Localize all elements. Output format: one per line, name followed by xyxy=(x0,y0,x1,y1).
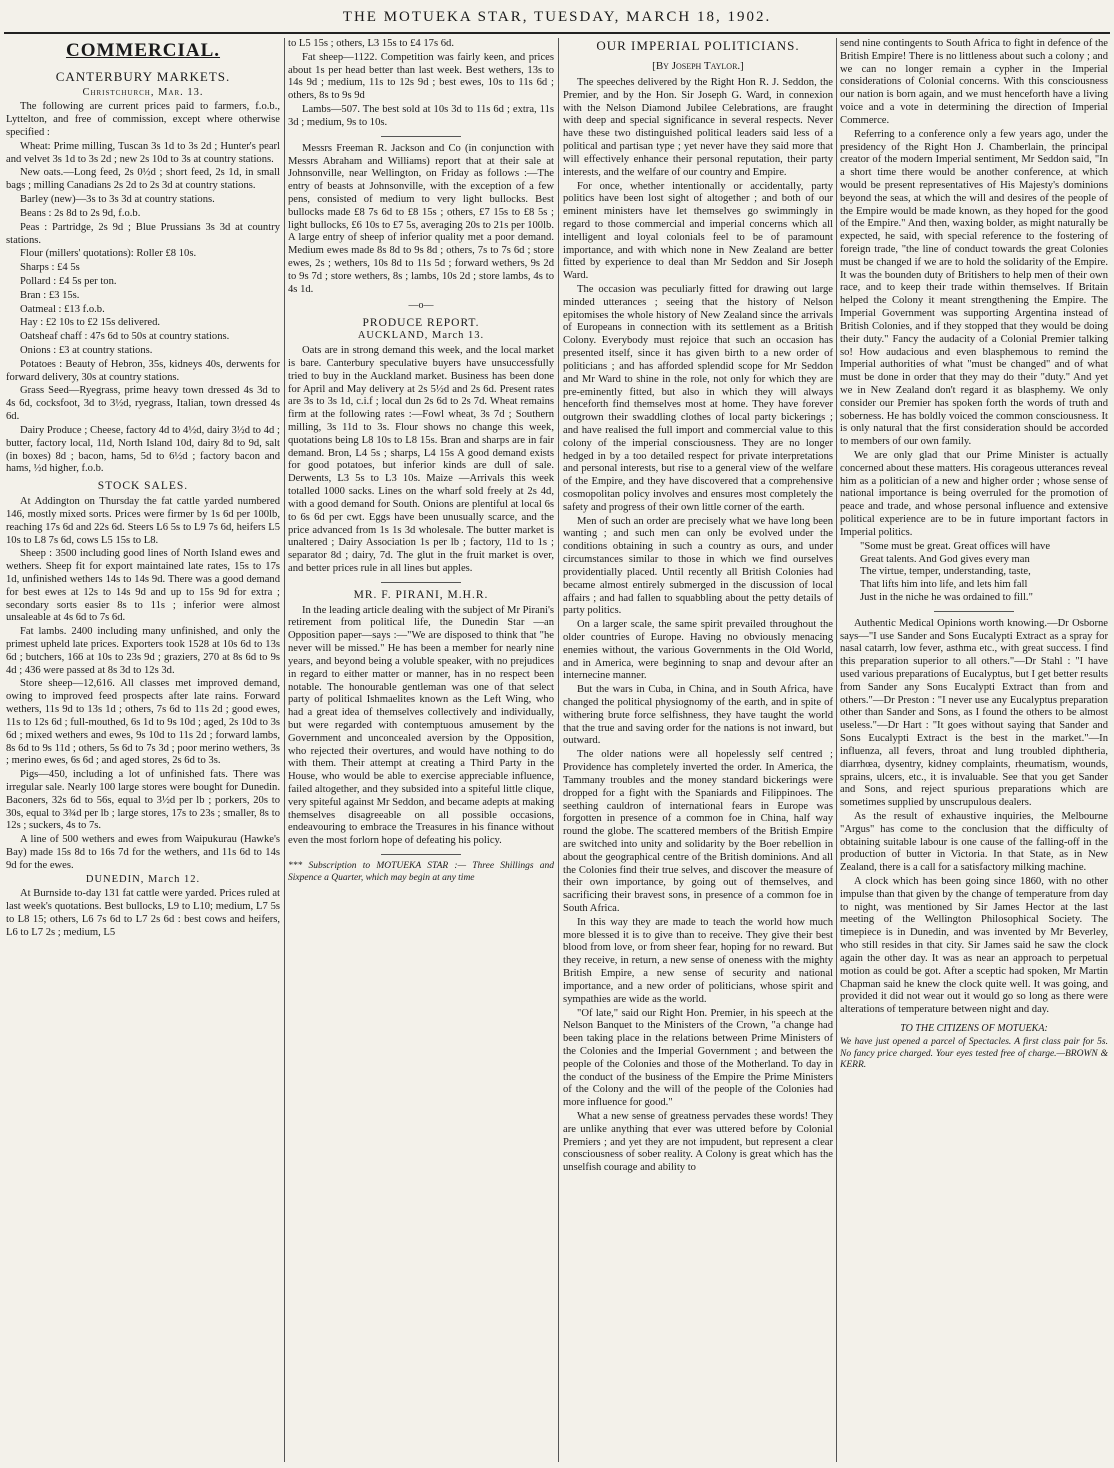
paragraph: Grass Seed—Ryegrass, prime heavy town dressed 4s 3d to 4s 6d, cocksfoot, 3d to 3½d, ryegrass, Italian, town dressed 4s 6d. xyxy=(6,385,280,423)
paragraph: Pigs—450, including a lot of unfinished fats. There was irregular sale. Nearly 100 large stores were bought for Dunedin. Baconers, 32s 6d to 56s, equal to 3½d per lb ; porkers, 20s to 30s, equal to 3¾d per lb ; large stores, 17s to 23s ; smaller, 8s to 12s ; suckers, 4s to 7s. xyxy=(6,769,280,832)
paragraph: A clock which has been going since 1860, with no other impulse than that given by the change of temperature from day to night, was mentioned by Sir James Hector at the last meeting of the Wellington Philosophical Society. The timepiece is in Dunedin, and was invented by Mr Beverley, who still resides in that city. Sir James said he saw the clock again the other day. It was as near an approach to perpetual motion as could be got. After a sceptic had spoken, Mr Martin Chapman said he knew the clock quite well. It was going, and provided it did not wear out it would go so long as there were alterations of temperature between night and day. xyxy=(840,876,1108,1016)
article-title: STOCK SALES. xyxy=(97,480,189,493)
notice-title: TO THE CITIZENS OF MOTUEKA: xyxy=(900,1022,1048,1034)
paragraph: Beans : 2s 8d to 2s 9d, f.o.b. xyxy=(20,207,141,219)
poem-line: "Some must be great. Great offices will have xyxy=(860,540,1051,552)
article-title: OUR IMPERIAL POLITICIANS. xyxy=(596,38,800,53)
paragraph: Sharps : £4 5s xyxy=(20,262,80,274)
poem xyxy=(840,541,1108,605)
column-commercial xyxy=(6,38,280,1462)
dateline: Christchurch, Mar. 13. xyxy=(82,86,204,98)
advertisement: Authentic Medical Opinions worth knowing.—Dr Osborne says—"I use Sander and Sons Eucalypti Extract as a spray for nasal catarrh, low fever, asthma etc., with great success. I find this preparation superior to all others."—Dr Stahl : "I have used various preparations of Eucalyptus, but I get better results from Sander any Sons Eucalypti Extract than from and others."—Dr Preston : "I never use any Eucalyptus preparation other than Sander and Sons, as I found the others to be almost useless."—Dr Hart : "It goes without saying that Sander and Sons Eucalypti Extract is the best in the market."—In influenza, all fevers, throat and lung troubled diphtheria, diarrhœa, dysentry, kidney complaints, rheumatism, wounds, sprains, ulcers, etc., it is invaluable. See that you get Sander and Sons, and reject spurious preparations which are sometimes supplied by unscrupulous dealers. xyxy=(840,617,1108,809)
divider-rule xyxy=(381,136,461,137)
paragraph: Dairy Produce ; Cheese, factory 4d to 4½d, dairy 3½d to 4d ; butter, factory local, 11d, North Island 10d, dairy 8d to 9d, salt (in boxes) 8d ; bacon, hams, 5d to 6½d ; factory bacon and hams, ½d higher, f.o.b. xyxy=(6,424,280,475)
article-title: CANTERBURY MARKETS. xyxy=(55,68,231,84)
paragraph: Potatoes : Beauty of Hebron, 35s, kidneys 40s, derwents for forward delivery, 30s at country stations. xyxy=(6,358,280,383)
subscription-notice: *** Subscription to MOTUEKA STAR :— Three Shillings and Sixpence a Quarter, which may begin at any time xyxy=(288,861,554,883)
section-heading: COMMERCIAL. xyxy=(65,40,221,61)
paragraph: Hay : £2 10s to £2 15s delivered. xyxy=(20,317,161,329)
divider-rule xyxy=(934,611,1014,612)
poem-line: The virtue, temper, understanding, taste, xyxy=(860,566,1031,578)
paragraph: The following are current prices paid to farmers, f.o.b., Lyttelton, and free of commission, except where otherwise specified : xyxy=(6,101,280,139)
notice-text: We have just opened a parcel of Spectacles. A first class pair for 5s. No fancy price charged. Your eyes tested free of charge.—BROWN & KERR. xyxy=(840,1037,1108,1070)
masthead-rule xyxy=(4,32,1110,34)
paragraph: Lambs—507. The best sold at 10s 3d to 11s 6d ; extra, 11s 3d ; medium, 9s to 10s. xyxy=(288,104,554,128)
paragraph: In the leading article dealing with the subject of Mr Pirani's retirement from political life, the Dunedin Star —an Opposition paper—says :—"We are disposed to think that "he never will be missed." He has been a member for nearly nine years, and beyond being a voluble speaker, with no prejudices in regard to either matter or manner, has in no respect been notable. The honourable gentleman was one of that select party of political Ishmaelites known as the Left Wing, who had a great idea of themselves collectively and individually, but were regarded with contemptuous amusement by the Government and unconcealed aversion by the Opposition, who rejected their overtures, and would have nothing to do with them. Their attempt at creating a Third Party in the House, who would be able to exercise appreciable influence, failed altogether, and they subsided into a spiteful little clique, very spiteful against Mr Seddon, and became adepts at making themselves disagreeable on all possible occasions, endeavouring to embrace the Treasures in his finance without even the most forlorn hope of defeating his policy. xyxy=(288,604,554,847)
paragraph: Oatmeal : £13 f.o.b. xyxy=(20,303,105,315)
paragraph: In this way they are made to teach the world how much more blessed it is to give than to receive. They give their best blood from love, or from sheer fear, hoping for no reward. But they receive, in return, a new sense of oneness with the mighty British Empire, a new sense of security and national importance, and a new order of politicians, whose spirit and sympathies are wide as the world. xyxy=(563,916,833,1005)
paragraph: On a larger scale, the same spirit prevailed throughout the older countries of Europe. Having no obviously menacing enemies without, the various Governments in the Old World, and in America, were beginning to snap and devour after an internecine manner. xyxy=(563,619,833,682)
paragraph: to L5 15s ; others, L3 15s to £4 17s 6d. xyxy=(288,38,454,49)
paragraph: But the wars in Cuba, in China, and in South Africa, have changed the political physiognomy of the earth, and in spite of withering brute force selfishness, they have taught the world that the true and saving order for the nations is not inward, but outward. xyxy=(563,684,833,747)
paragraph: As the result of exhaustive inquiries, the Melbourne "Argus" has come to the conclusion that the difficulty of obtaining suitable labour is one cause of the falling-off in the production of butter in Victoria. In that State, as in New Zealand, there is a call for a satisfactory milking machine. xyxy=(840,810,1108,874)
divider-rule xyxy=(381,582,461,583)
paragraph: For once, whether intentionally or accidentally, party politics have been lost sight of altogether ; and both of our eminent ministers have let themselves go swimmingly in regard to those commercial and imperial concerns which all intelligent and loyal colonials feel to be of paramount importance, and with which none in New Zealand are better fitted by experience to deal than Mr Seddon and Sir Joseph Ward. xyxy=(563,180,833,282)
poem-line: That lifts him into life, and lets him fall xyxy=(860,579,1028,591)
paragraph: Men of such an order are precisely what we have long been wanting ; and such men can only be evolved under the conditions obtaining in such a country as ours, and under circumstances similar to those in which we find ourselves providentially placed. Until recently all British Colonies had became almost entirely submerged in the discussion of local affairs ; and had fallen to squabbling about the petty details of party politics. xyxy=(563,515,833,617)
paragraph: Peas : Partridge, 2s 9d ; Blue Prussians 3s 3d at country stations. xyxy=(6,221,280,246)
paragraph: Store sheep—12,616. All classes met improved demand, owing to improved feed prospects after late rains. Forward wethers, 11s 9d to 13s 1d ; others, 7s 6d to 11s 2d ; good ewes, 11s to 12s 6d ; full-mouthed, 6s 1d to 9s 10d ; aged, 2s 10d to 3s 6d ; mixed wethers and ewes, 9s 10d to 11s 2d ; forward lambs, 8s 6d to 9s 11d ; others, 5s 6d to 7s 3d ; poor merino wethers, 3s ; merino ewes, 6s 6d ; and aged stores, 2s 6d to 3s. xyxy=(6,678,280,767)
paragraph: The occasion was peculiarly fitted for drawing out large minded utterances ; seeing that the history of Nelson epitomises the whole history of New Zealand since the arrivals of Europeans in connection with its settlement as a British Colony. Everybody must rejoice that such an occasion has presented itself, since it has given birth to a new order of politicians ; and has afforded splendid scope for Mr Seddon and Mr Ward to shine in the role, not only for which they are pre-eminently fitted, but also in which they will always henceforth find themselves most at home. They have forever outgrown their swaddling clothes of local party bickerings ; and have realised the full import and commercial value to this colony of the imperial consciousness. They are no longer hedged in by a too detailed respect for private interpretations and personal interests, but rise to a general view of the welfare of the Empire, and they have discovered that a comprehensive cosmopolitan policy involves and ensures most completely the safety and progress of their own little corner of the earth. xyxy=(563,284,833,513)
paragraph: Oatsheaf chaff : 47s 6d to 50s at country stations. xyxy=(20,331,230,343)
paragraph: Oats are in strong demand this week, and the local market is bare. Canterbury speculative buyers have unsuccessfully tried to buy in the Auckland market. Business has been done for April and May delivery at 2s 5½d and 2s 6d. Present rates are 3s to 3s 1d, c.i.f ; local dun 2s 6d to 2s 7d. Wheat remains firm at the following rates :—Fowl wheat, 3s 7d ; Southern milling, 3s 11d to 3s. Flour shows no change this week, quotations being L8 10s to L8 15s. Bran and sharps are in fair demand. Bron, L4 5s ; sharps, L4 15s A good demand exists for good potatoes, but inferior kinds are dull of sale. Derwents, L3 5s to L3 10s. Maize —Arrivals this week totalled 1000 sacks. Lines on the wharf sold freely at 2s 4d, with a good demand for South. Onions are plentiful at local 6s to 6s 6d per cwt. Eggs have been unusually scarce, and the price advanced from 1s 1s 3d wholesale. The butter market is unaltered ; Dairy Association 1s per lb ; factory, 11d to 1s ; separator 8d ; dairy, 7d. The glut in the fruit market is over, and better prices rule in all lines but apples. xyxy=(288,345,554,574)
dateline: DUNEDIN, March 12. xyxy=(85,873,201,885)
paragraph: Bran : £3 15s. xyxy=(20,289,80,301)
paragraph: A line of 500 wethers and ewes from Waipukurau (Hawke's Bay) made 15s 8d to 16s 7d for the wethers, and 11s 6d to 14s 9d for the ewes. xyxy=(6,834,280,871)
poem-line: Just in the niche he was ordained to fill." xyxy=(860,591,1033,603)
paragraph: Wheat: Prime milling, Tuscan 3s 1d to 3s 2d ; Hunter's pearl and velvet 3s 1d to 3s 2d ; new 2s 10d to 3s at country stations. xyxy=(6,140,280,165)
column-imperial-politicians xyxy=(563,38,833,1462)
masthead: THE MOTUEKA STAR, TUESDAY, MARCH 18, 1902. xyxy=(342,9,772,25)
divider: —o— xyxy=(408,300,434,312)
article-title: MR. F. PIRANI, M.H.R. xyxy=(353,588,489,601)
divider-rule xyxy=(381,854,461,855)
poem-line: Great talents. And God gives every man xyxy=(860,553,1030,565)
paragraph: What a new sense of greatness pervades these words! They are unlike anything that ever was uttered before by Colonial Premiers ; and yet they are not impudent, but represent a clear consciousness of sober reality. A Colony is great which has the unselfish courage and ability to xyxy=(563,1111,833,1174)
paragraph: The speeches delivered by the Right Hon R. J. Seddon, the Premier, and by the Hon. Sir Joseph G. Ward, in connexion with the Nelson Diamond Jubilee Celebrations, are fraught with deep and special significance in several respects. Never have these two distinguished political leaders said less of a political and partisan type ; yet never have they said more that will effectively enhance their personal reputation, their party interests, and the welfare of our country and Empire. xyxy=(563,77,833,178)
column-rule xyxy=(558,38,559,1462)
paragraph: At Addington on Thursday the fat cattle yarded numbered 146, mostly mixed sorts. Prices were firmer by 1s 6d per 100lb, reaching 17s 6d and 22s 6d. Steers L6 5s to L9 7s 6d, heifers L5 10s to L8 7s 6d, cows L5 15s to L8. xyxy=(6,496,280,546)
dateline: AUCKLAND, March 13. xyxy=(357,330,485,342)
paragraph: Barley (new)—3s to 3s 3d at country stations. xyxy=(20,194,215,206)
column-rule xyxy=(284,38,285,1462)
paragraph: Referring to a conference only a few years ago, under the presidency of the Right Hon J. Chamberlain, the principal creator of the modern Imperial sentiment, Mr Seddon said, "In a short time there would be another conference, at which would be present representatives of His Majesty's dominions beyond the seas, at which the will and desires of the people of the Empire would be made known, as they hoped for the good of the Empire." And then, waxing bolder, as might naturally be expected, he said, with special reference to the fostering of foreign trade, "the line of conduct towards the great Colonies must be changed if we are to hold the solidarity of the Empire. It was the bounden duty of Britishers to help men of their own race, and to keep their trade within themselves. If Britain helped the Colony it meant strengthening the Empire. The Imperial Government was supporting Argentina instead of British Colonies, and if they stopped that they would be doing their duty." Fancy the audacity of a Colonial Premier talking so! How audacious and even blasphemous to remind the Imperial authorities of what "must be changed" and of what must be done in order that they may do their "duty." And yet we in New Zealand don't regard it as blasphemy. We only consider our Premier has spoken forth the words of truth and soberness. He has boldly voiced the common consciousness. It is only natural that the first consideration should be accorded to members of our own family. xyxy=(840,128,1108,448)
column-markets xyxy=(288,38,554,1462)
column-rule xyxy=(836,38,837,1462)
paragraph: Messrs Freeman R. Jackson and Co (in conjunction with Messrs Abraham and Williams) report that at their sale at Johnsonville, near Wellington, on Friday as follows :—The entry of beasts at Johnsonville, with the exception of a few pens, consisted of medium to very light bullocks. Best bullocks made £8 7s 6d to £8 15s ; others, £7 15s to £8 5s ; light bullocks, £6 10s to £7 5s, averaging 20s to 21s per 100lb. A large entry of sheep of inferior quality met a poor demand. Medium ewes made 8s 8d to 9s 8d ; others, 7s to 7s 6d ; store ewes, 2s ; wethers, 10s 8d to 11s 5d ; forward wethers, 9s 2d to 9s 7d ; store wethers, 8s ; lambs, 10s 2d ; store lambs, 4s to 4s 1d. xyxy=(288,142,554,295)
paragraph: Flour (millers' quotations): Roller £8 10s. xyxy=(20,248,197,260)
paragraph: The older nations were all hopelessly self centred ; Providence has completely inverted the order. In America, the Tammany troubles and the money standard bickerings were dropped for a fight with the Spaniards and Filippinoes. The seething cauldron of international fears in Europe was forgotten in presence of a common foe in China, half way round the globe. The scattered members of the British Empire are switched into unity and solidarity by the Boer rebellion in about the geographical centre of the British dominions. And all the Colonies find their true selves, and discover the measure of their own importance, by going out of themselves, and sacrificing their bravest sons, in presence of a common foe in South Africa. xyxy=(563,749,833,915)
paragraph: "Of late," said our Right Hon. Premier, in his speech at the Nelson Banquet to the Ministers of the Crown, "a change had been taking place in the relations between Prime Ministers of the Colonies and the Imperial Government ; and between the people of the Colonies and those of the Motherland. To day in the conduct of the business of the Empire the Prime Ministers of the Colony and the will of the people of the Colonies had more influence for good." xyxy=(563,1007,833,1109)
paragraph: Fat lambs. 2400 including many unfinished, and only the primest upheld late prices. Exporters took 1528 at 10s 6d to 13s 6d ; butchers, 166 at 10s to 23s 9d ; graziers, 270 at 8s 6d to 9s 4d ; 436 were passed at 8s 3d to 12s 3d. xyxy=(6,626,280,676)
paragraph: Fat sheep—1122. Competition was fairly keen, and prices about 1s per head better than last week. Best wethers, 13s to 14s 9d ; medium, 11s to 12s 9d ; best ewes, 10s to 11s 6d ; others, 8s to 9s 9d xyxy=(288,51,554,102)
article-title: PRODUCE REPORT. xyxy=(362,316,480,329)
column-misc xyxy=(840,38,1108,1462)
paragraph: We are only glad that our Prime Minister is actually concerned about these matters. His corageous utterances reveal him as a politician of a new and higher order ; whose sense of national importance is being overruled for the promotion of peace and trade, and whose personal influence and extensive political experience are to be in future important factors in Imperial politics. xyxy=(840,450,1108,538)
byline: [By Joseph Taylor.] xyxy=(652,59,744,72)
paragraph: At Burnside to-day 131 fat cattle were yarded. Prices ruled at last week's quotations. Best bullocks, L9 to L10; medium, L7 5s to L8 15; others, L6 7s 6d to L7 2s 6d : best cows and heifers, L6 to L7 2s ; medium, L5 xyxy=(6,888,280,938)
paragraph: Onions : £3 at country stations. xyxy=(20,345,153,357)
paragraph: New oats.—Long feed, 2s 0½d ; short feed, 2s 1d, in small bags ; milling Canadians 2s 2d to 2s 3d at country stations. xyxy=(6,167,280,192)
paragraph: send nine contingents to South Africa to fight in defence of the British Empire! There is no littleness about such a colony ; and we can no longer remain a cypher in the Imperial considerations of Colonial concerns. With this consciousness our nation is born again, and we must henceforth have a living voice and a vote in determining the direction of Imperial Commerce. xyxy=(840,38,1108,126)
paragraph: Pollard : £4 5s per ton. xyxy=(20,275,117,287)
paragraph: Sheep : 3500 including good lines of North Island ewes and wethers. Sheep fit for export maintained late rates, 15s to 17s 1d, unfinished wethers 14s to 14s 9d. There was a good demand for best ewes at 12s to 14s 9d and up to 15s 9d for extra ; secondary sorts easier 8s to 11s ; inferior were almost unsaleable at 4s 6d to 7s 6d. xyxy=(6,548,280,624)
